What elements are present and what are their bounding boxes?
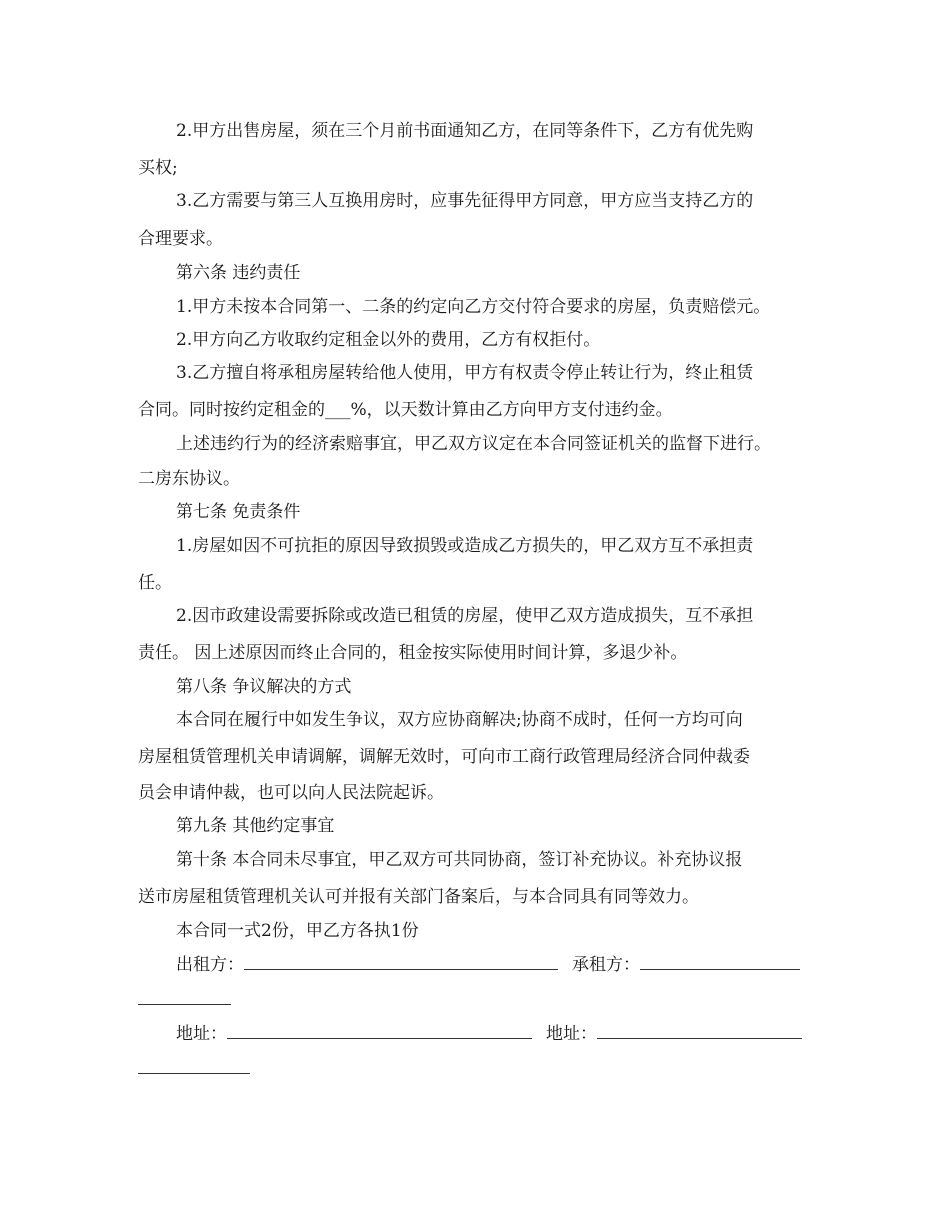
- address-blank-lessor: [227, 1022, 532, 1039]
- signature-row-cont: [138, 988, 818, 1011]
- clause-8-body-cont-2: 员会申请仲裁，也可以向人民法院起诉。: [138, 783, 444, 803]
- lessee-blank-cont: [138, 988, 231, 1005]
- copies-statement: 本合同一式2份，甲乙方各执1份: [176, 921, 419, 941]
- address-row: [176, 1022, 856, 1045]
- clause-6-note-cont: 二房东协议。: [138, 469, 240, 489]
- clause-7-item-1: 1.房屋如因不可抗拒的原因导致损毁或造成乙方损失的，甲乙双方互不承担责: [176, 536, 754, 556]
- signature-row: [176, 953, 856, 976]
- clause-6-heading: 第六条 违约责任: [176, 263, 301, 283]
- lessor-blank: [244, 953, 558, 970]
- clause-10-body: 第十条 本合同未尽事宜，甲乙双方可共同协商，签订补充协议。补充协议报: [176, 850, 743, 870]
- clause-10-body-cont: 送市房屋租赁管理机关认可并报有关部门备案后，与本合同具有同等效力。: [138, 887, 699, 907]
- address-blank-cont: [138, 1057, 250, 1074]
- clause-6-item-1: 1.甲方未按本合同第一、二条的约定向乙方交付符合要求的房屋，负责赔偿元。: [176, 297, 771, 317]
- clause-7-item-2: 2.因市政建设需要拆除或改造已租赁的房屋，使甲乙双方造成损失，互不承担: [176, 606, 754, 626]
- clause-7-heading: 第七条 免责条件: [176, 502, 301, 522]
- lessor-label: 出租方：: [176, 955, 244, 975]
- clause-8-body-cont-1: 房屋租赁管理机关申请调解，调解无效时，可向市工商行政管理局经济合同仲裁委: [138, 747, 750, 767]
- clause-5-item-3-cont: 合理要求。: [138, 229, 223, 249]
- clause-7-item-2-cont: 责任。 因上述原因而终止合同的，租金按实际使用时间计算，多退少补。: [138, 643, 688, 663]
- address-label-lessor: 地址：: [176, 1024, 227, 1044]
- clause-5-item-3: 3.乙方需要与第三人互换用房时，应事先征得甲方同意，甲方应当支持乙方的: [176, 191, 754, 211]
- clause-6-item-2: 2.甲方向乙方收取约定租金以外的费用，乙方有权拒付。: [176, 330, 601, 350]
- lessee-label: 承租方：: [572, 955, 640, 975]
- clause-5-item-2-cont: 买权;: [138, 158, 178, 178]
- address-row-cont: [138, 1057, 818, 1080]
- clause-6-item-3: 3.乙方擅自将承租房屋转给他人使用，甲方有权责令停止转让行为，终止租赁: [176, 363, 754, 383]
- clause-7-item-1-cont: 任。: [138, 573, 172, 593]
- address-label-lessee: 地址：: [546, 1024, 597, 1044]
- clause-5-item-2: 2.甲方出售房屋，须在三个月前书面通知乙方，在同等条件下，乙方有优先购: [176, 121, 754, 141]
- clause-6-item-3-cont: 合同。同时按约定租金的___%，以天数计算由乙方向甲方支付违约金。: [138, 400, 673, 420]
- address-blank-lessee: [597, 1022, 802, 1039]
- clause-8-heading: 第八条 争议解决的方式: [176, 677, 352, 697]
- clause-8-body: 本合同在履行中如发生争议，双方应协商解决;协商不成时，任何一方均可向: [176, 710, 743, 730]
- clause-6-note: 上述违约行为的经济索赔事宜，甲乙双方议定在本合同签证机关的监督下进行。: [176, 434, 771, 454]
- lessee-blank: [640, 953, 800, 970]
- clause-9-heading: 第九条 其他约定事宜: [176, 816, 335, 836]
